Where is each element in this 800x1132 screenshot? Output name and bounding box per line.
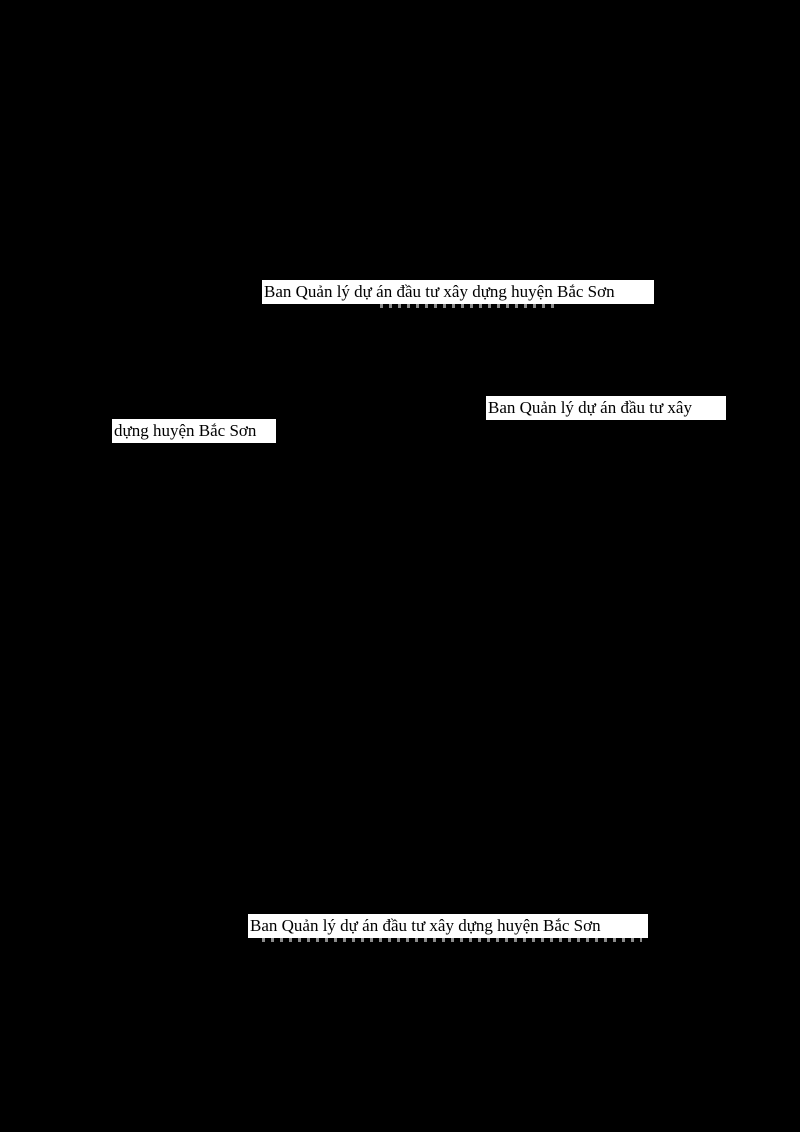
highlighted-text-line-1: Ban Quản lý dự án đầu tư xây dựng huyện Bắc Sơn	[262, 280, 654, 304]
text-remnant-2	[262, 938, 642, 942]
text-remnant-1	[380, 304, 560, 308]
highlighted-text-line-2-start: Ban Quản lý dự án đầu tư xây	[486, 396, 726, 420]
highlighted-text-line-2-end: dựng huyện Bắc Sơn	[112, 419, 276, 443]
highlighted-text-line-3: Ban Quản lý dự án đầu tư xây dựng huyện Bắc Sơn	[248, 914, 648, 938]
